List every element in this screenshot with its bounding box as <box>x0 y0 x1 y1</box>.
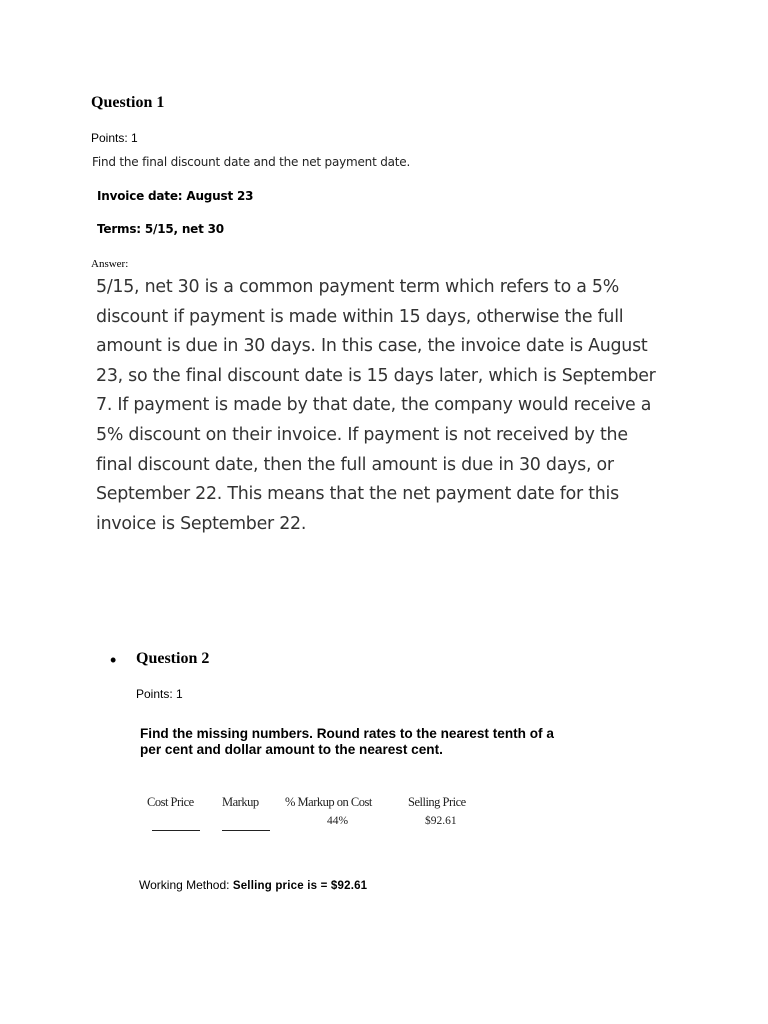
question-1-prompt: Find the final discount date and the net payment date. <box>92 155 411 169</box>
header-markup: Markup <box>222 795 259 809</box>
question-1-title: Question 1 <box>91 94 165 111</box>
question-2-points: Points: 1 <box>136 687 183 701</box>
working-method-value: Selling price is = $92.61 <box>232 880 368 892</box>
question-2-title: Question 2 <box>136 650 210 667</box>
payment-terms: Terms: 5/15, net 30 <box>97 222 224 236</box>
question-2-prompt: Find the missing numbers. Round rates to the nearest tenth of a per cent and dollar amount to the nearest cent. <box>140 726 554 757</box>
question-1-points: Points: 1 <box>91 131 138 145</box>
invoice-date: Invoice date: August 23 <box>97 189 254 203</box>
header-cost-price: Cost Price <box>147 795 194 809</box>
markup-blank <box>222 830 270 831</box>
working-method-label: Working Method: <box>139 878 233 892</box>
selling-price-value: $92.61 <box>425 815 457 827</box>
answer-text: 5/15, net 30 is a common payment term which refers to a 5% discount if payment is made within 15 days, otherwise the full amount is due in 30 days. In this case, the invoice date is August 23, so the final discount date is 15 days later, which is September 7. If payment is made by that date, the company would receive a 5% discount on their invoice. If payment is not received by the final discount date, then the full amount is due in 30 days, or September 22. This means that the net payment date for this invoice is September 22. <box>96 277 656 534</box>
answer-label: Answer: <box>91 258 129 270</box>
header-selling-price: Selling Price <box>408 795 466 809</box>
header-markup-on-cost: % Markup on Cost <box>285 795 372 809</box>
cost-price-blank <box>152 830 200 831</box>
markup-on-cost-value: 44% <box>327 815 349 827</box>
working-method <box>139 878 367 892</box>
bullet-icon: • <box>110 650 117 670</box>
